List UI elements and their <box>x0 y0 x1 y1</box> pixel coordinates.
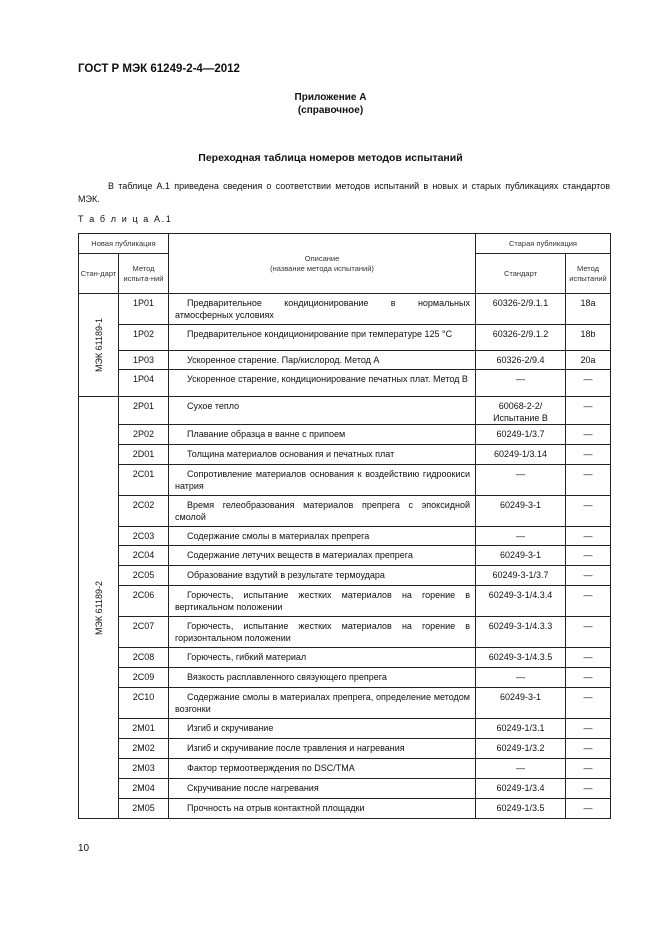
method-code-cell: 1P03 <box>119 351 169 370</box>
table-body <box>79 294 611 819</box>
description-cell <box>169 688 476 719</box>
method-code-cell: 2C06 <box>119 586 169 617</box>
method-code-cell: 2M02 <box>119 739 169 759</box>
description-text: Скручивание после нагревания <box>187 783 319 793</box>
old-method-cell: — <box>566 445 611 465</box>
old-standard-cell: 60249-3-1/4.3.5 <box>476 648 566 668</box>
description-header-line1: Описание <box>304 253 340 263</box>
description-text: Содержание смолы в материалах препрега <box>187 531 370 541</box>
description-text: Прочность на отрыв контактной площадки <box>187 803 365 813</box>
table-row <box>79 294 611 325</box>
method-code-cell: 2C10 <box>119 688 169 719</box>
method-code-cell: 2M04 <box>119 779 169 799</box>
method-code-cell: 2M03 <box>119 759 169 779</box>
method-code-cell: 2M01 <box>119 719 169 739</box>
table-row <box>79 688 611 719</box>
description-cell <box>169 668 476 688</box>
description-cell <box>169 397 476 425</box>
old-method-cell: — <box>566 496 611 527</box>
table-row <box>79 759 611 779</box>
description-cell <box>169 586 476 617</box>
old-method-cell: — <box>566 397 611 425</box>
method-table <box>78 233 611 819</box>
description-cell <box>169 759 476 779</box>
old-method-cell: 20a <box>566 351 611 370</box>
standard-group-cell <box>79 294 119 397</box>
method-code-cell: 2C03 <box>119 527 169 546</box>
method-code-cell: 1P02 <box>119 325 169 351</box>
document-header: ГОСТ Р МЭК 61249-2-4—2012 <box>78 63 240 75</box>
annex-note: (справочное) <box>297 105 364 116</box>
description-cell <box>169 351 476 370</box>
description-cell <box>169 617 476 648</box>
method-code-cell: 2C01 <box>119 465 169 496</box>
old-standard-cell: 60249-3-1/4.3.3 <box>476 617 566 648</box>
description-cell <box>169 779 476 799</box>
old-standard-cell: — <box>476 668 566 688</box>
description-text: Изгиб и скручивание после травления и нагревания <box>187 743 405 753</box>
old-publication-header: Старая публикация <box>476 234 611 254</box>
old-standard-cell: 60326-2/9.4 <box>476 351 566 370</box>
old-method-cell: — <box>566 586 611 617</box>
table-row <box>79 617 611 648</box>
old-method-cell: — <box>566 425 611 445</box>
description-text: Сопротивление материалов основания к воздействию гидроокиси натрия <box>175 469 470 491</box>
method-code-cell: 1P01 <box>119 294 169 325</box>
description-text: Горючесть, гибкий материал <box>187 652 307 662</box>
method-code-cell: 1P04 <box>119 370 169 397</box>
description-text: Ускоренное старение, кондиционирование печатных плат. Метод В <box>187 374 468 384</box>
description-text: Время гелеобразования материалов препрега с эпоксидной смолой <box>175 500 470 522</box>
description-cell <box>169 566 476 586</box>
description-text: Плавание образца в ванне с припоем <box>187 429 346 439</box>
method-code-cell: 2P02 <box>119 425 169 445</box>
old-standard-header: Стандарт <box>476 254 566 294</box>
description-cell <box>169 719 476 739</box>
table-caption: Т а б л и ц а А.1 <box>78 214 173 224</box>
description-cell <box>169 425 476 445</box>
table-row <box>79 351 611 370</box>
old-standard-cell: 60249-3-1/4.3.4 <box>476 586 566 617</box>
description-text: Образование вздутий в результате термоудара <box>187 570 385 580</box>
old-method-cell: — <box>566 779 611 799</box>
description-header <box>169 234 476 294</box>
old-method-cell: 18b <box>566 325 611 351</box>
table-row <box>79 496 611 527</box>
old-standard-cell: 60326-2/9.1.2 <box>476 325 566 351</box>
description-cell <box>169 325 476 351</box>
old-standard-cell: 60249-1/3.2 <box>476 739 566 759</box>
old-method-cell: — <box>566 799 611 819</box>
table-row <box>79 668 611 688</box>
method-code-cell: 2C09 <box>119 668 169 688</box>
table-row <box>79 719 611 739</box>
description-cell <box>169 739 476 759</box>
table-row <box>79 566 611 586</box>
description-text: Содержание смолы в материалах препрега, определение методом возгонки <box>175 692 470 714</box>
old-standard-cell: 60249-1/3.14 <box>476 445 566 465</box>
method-code-cell: 2D01 <box>119 445 169 465</box>
old-standard-cell: 60249-1/3.7 <box>476 425 566 445</box>
old-method-cell: — <box>566 465 611 496</box>
old-method-cell: — <box>566 739 611 759</box>
table-row <box>79 648 611 668</box>
description-text: Горючесть, испытание жестких материалов на горение в горизонтальном положении <box>175 621 470 643</box>
old-standard-cell: 60249-1/3.1 <box>476 719 566 739</box>
old-standard-cell: — <box>476 465 566 496</box>
method-code-cell: 2C07 <box>119 617 169 648</box>
old-standard-cell: 60249-3-1 <box>476 546 566 566</box>
table-row <box>79 397 611 425</box>
old-method-cell: — <box>566 668 611 688</box>
description-cell <box>169 465 476 496</box>
table-row <box>79 527 611 546</box>
method-code-cell: 2C02 <box>119 496 169 527</box>
old-method-cell: 18a <box>566 294 611 325</box>
table-row <box>79 325 611 351</box>
section-title: Переходная таблица номеров методов испытаний <box>198 152 463 164</box>
new-publication-header: Новая публикация <box>79 234 169 254</box>
old-method-cell: — <box>566 527 611 546</box>
table-row <box>79 779 611 799</box>
description-text: Сухое тепло <box>187 401 240 411</box>
description-cell <box>169 445 476 465</box>
page-number: 10 <box>78 843 90 854</box>
description-text: Фактор термоотверждения по DSC/TMA <box>187 763 355 773</box>
table-row <box>79 586 611 617</box>
old-method-cell: — <box>566 688 611 719</box>
table-row <box>79 799 611 819</box>
description-text: Содержание летучих веществ в материалах препрега <box>187 550 413 560</box>
table-row <box>79 370 611 397</box>
old-method-header: Метод испытаний <box>566 254 611 294</box>
table-row <box>79 739 611 759</box>
description-text: Горючесть, испытание жестких материалов на горение в вертикальном положении <box>175 590 470 612</box>
description-cell <box>169 648 476 668</box>
standard-group-label: МЭК 61189-1 <box>93 317 104 373</box>
table-row <box>79 465 611 496</box>
description-text: Предварительное кондиционирование при температуре 125 °С <box>187 329 453 339</box>
table-row <box>79 425 611 445</box>
method-code-cell: 2M05 <box>119 799 169 819</box>
table-row <box>79 546 611 566</box>
method-code-cell: 2C05 <box>119 566 169 586</box>
old-standard-cell: 60249-3-1/3.7 <box>476 566 566 586</box>
description-text: Ускоренное старение. Пар/кислород. Метод А <box>187 355 380 365</box>
old-standard-cell: 60249-3-1 <box>476 688 566 719</box>
standard-group-label: МЭК 61189-2 <box>93 580 104 635</box>
description-cell <box>169 527 476 546</box>
old-standard-cell: 60249-3-1 <box>476 496 566 527</box>
description-cell <box>169 546 476 566</box>
intro-paragraph: В таблице А.1 приведена сведения о соответствии методов испытаний в новых и старых публикациях стандартов МЭК. <box>78 181 610 204</box>
description-header-line2: (название метода испытаний) <box>270 263 374 273</box>
old-method-cell: — <box>566 566 611 586</box>
old-standard-cell: — <box>476 527 566 546</box>
description-text: Вязкость расплавленного связующего препрега <box>187 672 387 682</box>
standard-header: Стан-дарт <box>79 254 119 294</box>
description-cell <box>169 370 476 397</box>
old-method-cell: — <box>566 370 611 397</box>
description-cell <box>169 294 476 325</box>
description-cell <box>169 799 476 819</box>
description-text: Изгиб и скручивание <box>187 723 274 733</box>
annex-title: Приложение А <box>294 92 367 103</box>
description-text: Толщина материалов основания и печатных плат <box>187 449 395 459</box>
old-standard-cell: 60249-1/3.4 <box>476 779 566 799</box>
old-standard-cell: 60068-2-2/ Испытание В <box>476 397 566 425</box>
description-text: Предварительное кондиционирование в нормальных атмосферных условиях <box>175 298 470 320</box>
old-method-cell: — <box>566 546 611 566</box>
table-row <box>79 445 611 465</box>
old-method-cell: — <box>566 719 611 739</box>
method-code-cell: 2P01 <box>119 397 169 425</box>
standard-group-cell <box>79 397 119 819</box>
method-code-cell: 2C04 <box>119 546 169 566</box>
old-method-cell: — <box>566 648 611 668</box>
method-header: Метод испыта-ний <box>119 254 169 294</box>
old-method-cell: — <box>566 617 611 648</box>
old-standard-cell: — <box>476 759 566 779</box>
description-cell <box>169 496 476 527</box>
old-standard-cell: 60326-2/9.1.1 <box>476 294 566 325</box>
old-method-cell: — <box>566 759 611 779</box>
old-standard-cell: 60249-1/3.5 <box>476 799 566 819</box>
old-standard-cell: — <box>476 370 566 397</box>
method-code-cell: 2C08 <box>119 648 169 668</box>
